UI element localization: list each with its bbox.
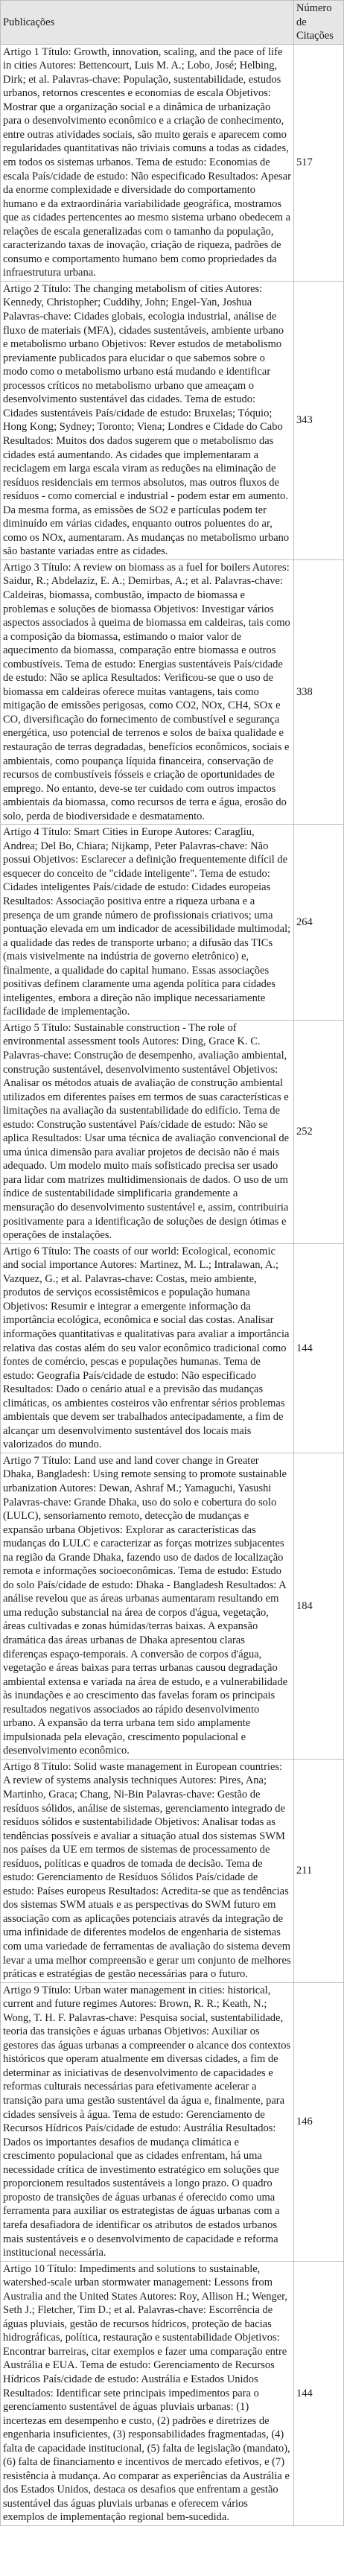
table-row: [1, 1020, 344, 1243]
table-row: [1, 44, 344, 281]
publication-cell: Artigo 9 Título: Urban water management in cities: historical, current and future regimes Autores: Brown, R. R.; Keath, N.; Wong, T. H. F. Palavras-chave: Pesquisa social, sustentabilidade, teoria das transições e águas urbanas Objetivos: Auxiliar os gestores das águas urbanas a compreender o alcance dos contextos históricos que operam atualmente em diversas cidades, a fim de determinar as iniciativas de desenvolvimento de capacidades e reformas culturais necessárias para efetivamente acelerar a transição para uma gestão sustentável da água e, finalmente, para cidades sensíveis à água. Tema de estudo: Gerenciamento de Recursos Hídricos País/cidade de estudo: Austrália Resultados: Dados os importantes desafios de mudança climática e crescimento populacional que as cidades enfrentam, há uma necessidade crítica de investimento estratégico em soluções que proporcionem resultados sustentáveis a longo prazo. O quadro proposto de transições de águas urbanas é oferecido como uma ferramenta para auxiliar os estrategistas de águas urbanas com a tarefa desafiadora de identificar os atributos de estados urbanos mais sustentáveis e o desenvolvimento de capacidade e reforma institucional necessária.: [1, 1982, 294, 2261]
publication-cell: Artigo 3 Título: A review on biomass as a fuel for boilers Autores: Saidur, R.; Abdelaziz, E. A.; Demirbas, A.; et al. Palavras-chave: Caldeiras, biomassa, combustão, impacto de biomassa e problemas e soluções de biomassa Objetivos: Investigar vários aspectos associados à queima de biomassa em caldeiras, tais como a composição da biomassa, estimando o maior valor de aquecimento da biomassa, comparação entre biomassa e outros combustíveis. Tema de estudo: Energias sustentáveis País/cidade de estudo: Não se aplica Resultados: Verificou-se que o uso de biomassa em caldeiras oferece muitas vantagens, tais como mitigação de emissões perigosas, como CO2, NOx, CH4, SOx e CO, diversificação do fornecimento de combustível e segurança energética, uso potencial de terrenos e solos de baixa qualidade e restauração de terras degradadas, benefícios econômicos, sociais e ambientais, como poupança líquida financeira, conservação de recursos de combustíveis fósseis e criação de oportunidades de emprego. No entanto, deve-se ter cuidado com outros impactos ambientais da biomassa, como recursos de terra e água, erosão do solo, perda de biodiversidade e desmatamento.: [1, 559, 294, 824]
publication-cell: Artigo 4 Título: Smart Cities in Europe Autores: Caragliu, Andrea; Del Bo, Chiara; Nijkamp, Peter Palavras-chave: Não possui Objetivos: Esclarecer a definição frequentemente difícil de esquecer do conceito de "cidade inteligente". Tema de estudo: Cidades inteligentes País/cidade de estudo: Cidades europeias Resultados: Associação positiva entre a riqueza urbana e a presença de um grande número de profissionais criativos; uma pontuação elevada em um indicador de acessibilidade multimodal; a qualidade das redes de transporte urbano; a difusão das TICs (mais visivelmente na indústria de governo eletrônico) e, finalmente, a qualidade do capital humano. Essas associações positivas definem claramente uma agenda política para cidades inteligentes, embora a direção não implique necessariamente facilidade de implementação.: [1, 825, 294, 1021]
table-row: [1, 559, 344, 824]
citation-count-cell: 211: [294, 1759, 344, 1982]
publication-cell: Artigo 8 Título: Solid waste management in European countries: A review of systems analysis techniques Autores: Pires, Ana; Martinho, Graca; Chang, Ni-Bin Palavras-chave: Gestão de resíduos sólidos, análise de sistemas, gerenciamento integrado de resíduos sólidos e sustentabilidade Objetivos: Analisar todas as tendências possíveis e avaliar a situação atual dos sistemas SWM nos países da UE em termos de sistemas de processamento de resíduos, políticas e quadros de tomada de decisão. Tema de estudo: Gerenciamento de Resíduos Sólidos País/cidade de estudo: Países europeus Resultados: Acredita-se que as tendências dos sistemas SWM atuais e as perspectivas do SWM futuro em associação com as aplicações potenciais através da integração de uma infinidade de diferentes modelos de engenharia de sistemas com uma variedade de ferramentas de avaliação do sistema devem levar a uma melhor compreensão e gerar um conjunto de melhores práticas e estratégias de gestão necessárias para o futuro.: [1, 1759, 294, 1982]
header-numero-citacoes: Número de Citações: [294, 1, 344, 45]
citation-count-cell: 252: [294, 1020, 344, 1243]
table-row: [1, 1759, 344, 1982]
header-publicacoes: Publicações: [1, 1, 294, 45]
publication-cell: Artigo 2 Título: The changing metabolism of cities Autores: Kennedy, Christopher; Cuddihy, John; Engel-Yan, Joshua Palavras-chave: Cidades globais, ecologia industrial, análise de fluxo de materiais (MFA), cidades sustentáveis, ambiente urbano e metabolismo urbano Objetivos: Rever estudos de metabolismo previamente publicados para elucidar o que sabemos sobre o modo como o metabolismo urbano está mudando e identificar processos críticos no metabolismo urbano que ameaçam o desenvolvimento sustentável das cidades. Tema de estudo: Cidades sustentáveis País/cidade de estudo: Bruxelas; Tóquio; Hong Kong; Sydney; Toronto; Viena; Londres e Cidade do Cabo Resultados: Muitos dos dados sugerem que o metabolismo das cidades está aumentando. As cidades que implementaram a reciclagem em larga escala viram as reduções na eliminação de resíduos residenciais em termos absolutos, mas outros fluxos de resíduos - como comercial e industrial - podem estar em aumento. Da mesma forma, as emissões de SO2 e partículas podem ter diminuído em várias cidades, enquanto outros poluentes do ar, como os NOx, aumentaram. As mudanças no metabolismo urbano são bastante variadas entre as cidades.: [1, 281, 294, 559]
citation-count-cell: 343: [294, 281, 344, 559]
table-body: [1, 44, 344, 2525]
citation-count-cell: 184: [294, 1453, 344, 1759]
table-row: [1, 1982, 344, 2261]
publication-cell: Artigo 10 Título: Impediments and solutions to sustainable, watershed-scale urban stormwater management: Lessons from Australia and the United States Autores: Roy, Allison H.; Wenger, Seth J.; Fletcher, Tim D.; et al. Palavras-chave: Escorrência de águas pluviais, gestão de recursos hídricos, proteção de bacias hidrográficas, política, restauração e sustentabilidade Objetivos: Encontrar barreiras, citar exemplos e fazer uma comparação entre Austrália e EUA. Tema de estudo: Gerenciamento de Recursos Hídricos País/cidade de estudo: Austrália e Estados Unidos Resultados: Identificar sete principais impedimentos para o gerenciamento sustentável de águas pluviais urbanas: (1) incertezas em desempenho e custo, (2) padrões e diretrizes de engenharia insuficientes, (3) responsabilidades fragmentadas, (4) falta de capacidade institucional, (5) falta de legislação (mandato), (6) falta de financiamento e incentivos de mercado efetivos, e (7) resistência à mudança. Ao comparar as experiências da Austrália e dos Estados Unidos, destaca os desafios que enfrentam a gestão sustentável das águas pluviais urbanas e oferecem vários exemplos de implementação regional bem-sucedida.: [1, 2261, 294, 2525]
citation-count-cell: 264: [294, 825, 344, 1021]
table-row: [1, 1453, 344, 1759]
publication-cell: Artigo 7 Título: Land use and land cover change in Greater Dhaka, Bangladesh: Using remote sensing to promote sustainable urbanization Autores: Dewan, Ashraf M.; Yamaguchi, Yasushi Palavras-chave: Grande Dhaka, uso do solo e cobertura do solo (LULC), sensoriamento remoto, detecção de mudanças e expansão urbana Objetivos: Explorar as características das mudanças do LULC e caracterizar as forças motrizes subjacentes na região da Grande Dhaka, fazendo uso de dados de localização remota e informações socioeconômicas. Tema de estudo: Estudo do solo País/cidade de estudo: Dhaka - Bangladesh Resultados: A análise revelou que as áreas urbanas aumentaram resultando em uma redução substancial na área de corpos d'água, vegetação, áreas cultivadas e zonas húmidas/terras baixas. A expansão dramática das áreas urbanas de Dhaka apresentou claras diferenças espaço-temporais. A conversão de corpos d'água, vegetação e áreas baixas para terras urbanas causou degradação ambiental extensa e variada na área de estudo, e a vulnerabilidade às inundações e ao crescimento das favelas foram os principais resultados negativos associados ao rápido desenvolvimento urbano. A expansão da terra urbana tem sido amplamente impulsionada pela elevação, crescimento populacional e desenvolvimento econômico.: [1, 1453, 294, 1759]
table-row: [1, 281, 344, 559]
citation-count-cell: 338: [294, 559, 344, 824]
table-row: [1, 1243, 344, 1453]
header-row: [1, 1, 344, 45]
publication-cell: Artigo 6 Título: The coasts of our world: Ecological, economic and social importance Autores: Martinez, M. L.; Intralawan, A.; Vazquez, G.; et al. Palavras-chave: Costas, meio ambiente, produtos de serviços ecossistêmicos e população humana Objetivos: Resumir e integrar a emergente informação da importância ecológica, econômica e social das costas. Analisar informações quantitativas e qualitativas para avaliar a importância relativa das costas além do seu valor econômico tradicional como fontes de comércio, pescas e populações humanas. Tema de estudo: Geografia País/cidade de estudo: Não especificado Resultados: Dado o cenário atual e a previsão das mudanças climáticas, os ambientes costeiros vão enfrentar sérios problemas ambientais que devem ser trabalhados antecipadamente, a fim de alcançar um desenvolvimento sustentável dos locais mais valorizados do mundo.: [1, 1243, 294, 1453]
publication-cell: Artigo 5 Título: Sustainable construction - The role of environmental assessment tools Autores: Ding, Grace K. C. Palavras-chave: Construção de desempenho, avaliação ambiental, construção sustentável, desenvolvimento sustentável Objetivos: Analisar os métodos atuais de avaliação de construção ambiental utilizados em diferentes países em termos de suas características e limitações na avaliação da sustentabilidade do edifício. Tema de estudo: Construção sustentável País/cidade de estudo: Não se aplica Resultados: Usar uma técnica de avaliação convencional de uma única dimensão para avaliar projetos de decisão não é mais adequado. Um modelo muito mais sofisticado precisa ser usado para lidar com matrizes multidimensionais de dados. O uso de um índice de sustentabilidade simplificaria grandemente a mensuração do desenvolvimento sustentável e, assim, contribuiria positivamente para a identificação de soluções de design ótimas e operações de instalações.: [1, 1020, 294, 1243]
citation-count-cell: 144: [294, 2261, 344, 2525]
citation-count-cell: 144: [294, 1243, 344, 1453]
table-row: [1, 825, 344, 1021]
citation-count-cell: 146: [294, 1982, 344, 2261]
table-header: [1, 1, 344, 45]
table-row: [1, 2261, 344, 2525]
publication-cell: Artigo 1 Título: Growth, innovation, scaling, and the pace of life in cities Autores: Bettencourt, Luis M. A.; Lobo, José; Helbing, Dirk; et al. Palavras-chave: População, sustentabilidade, estudos urbanos, retornos crescentes e economias de escala Objetivos: Mostrar que a organização social e a dinâmica de urbanização para o desenvolvimento econômico e a criação de conhecimento, entre outras atividades sociais, são muito gerais e aparecem como regularidades quantitativas não triviais comuns a todas as cidades, em todos os sistemas urbanos. Tema de estudo: Economias de escala País/cidade de estudo: Não especificado Resultados: Apesar da enorme complexidade e diversidade do comportamento humano e da extraordinária variabilidade geográfica, mostramos que as cidades pertencentes ao mesmo sistema urbano obedecem a relações de escala generalizadas com o tamanho da população, caracterizando taxas de inovação, criação de riqueza, padrões de consumo e comportamento humano bem como propriedades da infraestrutura urbana.: [1, 44, 294, 281]
citation-count-cell: 517: [294, 44, 344, 281]
